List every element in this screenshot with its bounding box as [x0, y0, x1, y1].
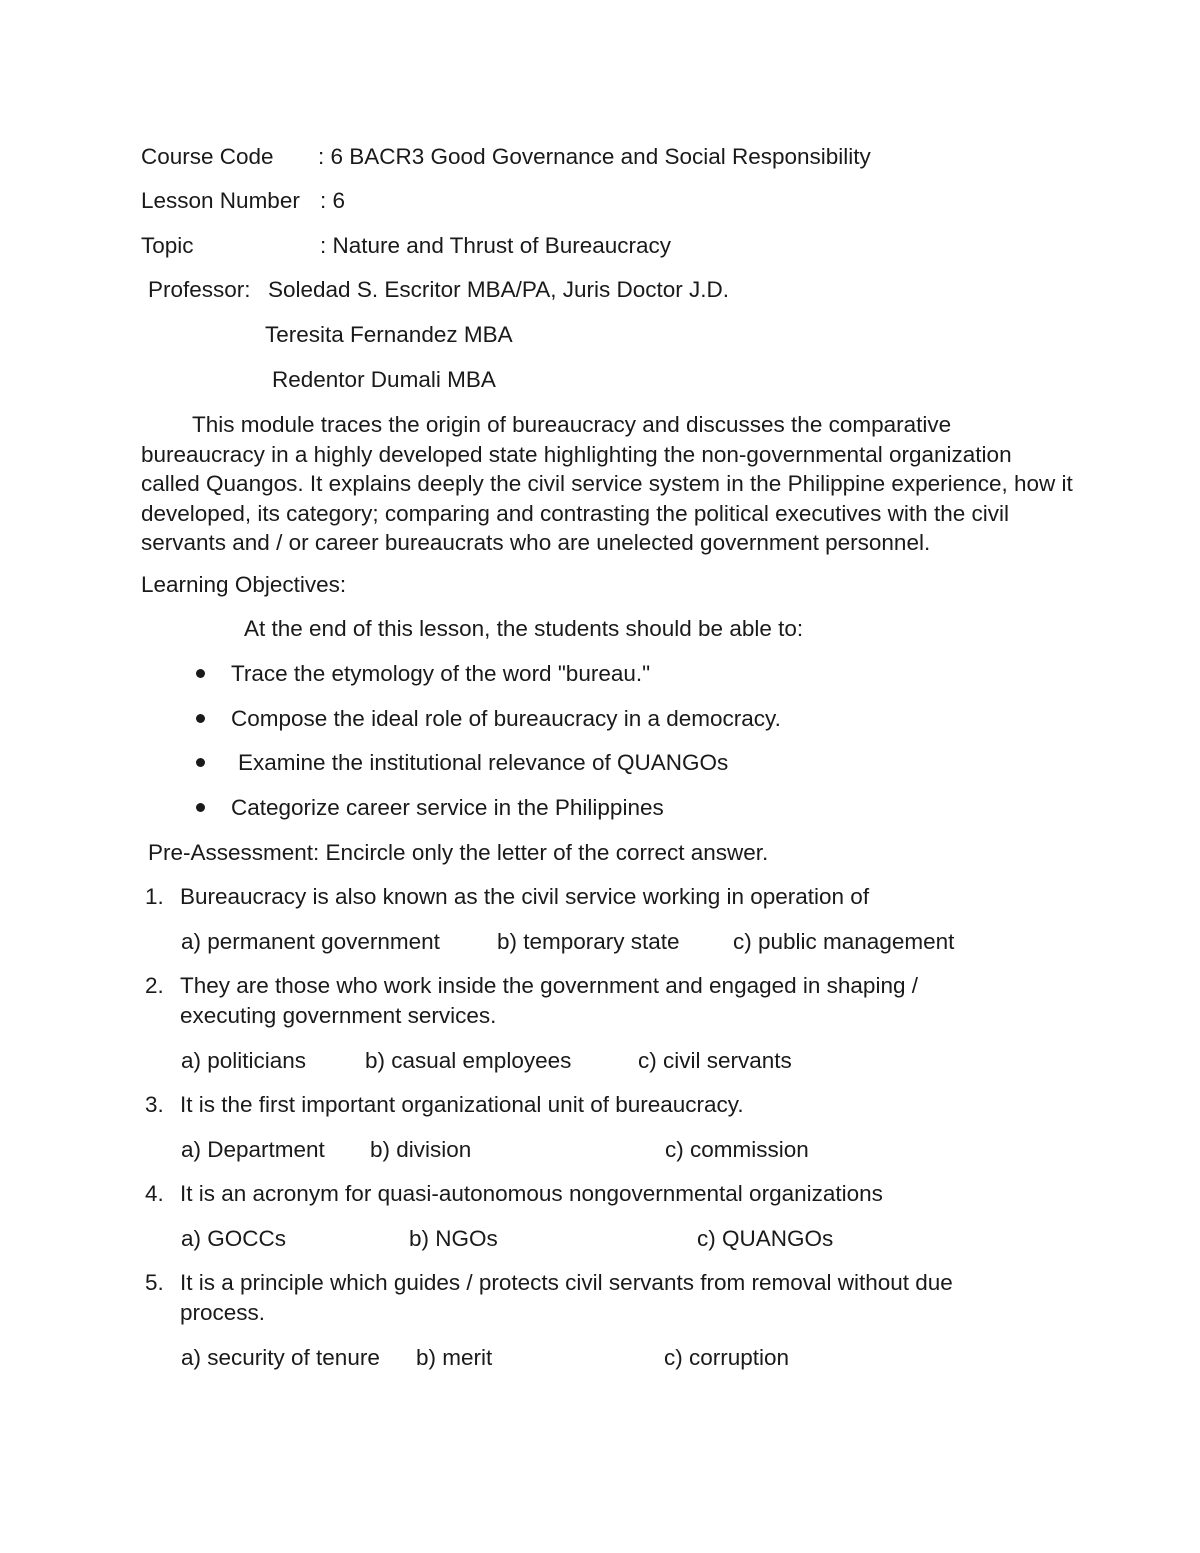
lesson-number-value: : 6: [320, 188, 346, 213]
pre-assessment-heading: Pre-Assessment: Encircle only the letter of the correct answer.: [148, 840, 769, 865]
question-text: They are those who work inside the government and engaged in shaping /: [180, 973, 918, 998]
answer-option[interactable]: b) NGOs: [409, 1226, 498, 1251]
bullet-icon: [196, 758, 205, 767]
professor-name: Teresita Fernandez MBA: [265, 322, 513, 347]
objective-text: Trace the etymology of the word "bureau.": [231, 661, 651, 686]
answer-option[interactable]: c) commission: [665, 1137, 809, 1162]
question-number: 3.: [145, 1092, 164, 1117]
question-text: It is a principle which guides / protects civil servants from removal without due: [180, 1270, 953, 1295]
objective-text: Examine the institutional relevance of QUANGOs: [238, 750, 729, 775]
question-text: It is an acronym for quasi-autonomous nongovernmental organizations: [180, 1181, 883, 1206]
answer-option[interactable]: a) Department: [181, 1137, 325, 1162]
answer-option[interactable]: c) civil servants: [638, 1048, 792, 1073]
professor-name: Redentor Dumali MBA: [272, 367, 496, 392]
professor-name: Soledad S. Escritor MBA/PA, Juris Doctor J.D.: [268, 277, 729, 302]
question-number: 1.: [145, 884, 164, 909]
question-text: process.: [180, 1300, 266, 1325]
intro-paragraph-text: This module traces the origin of bureaucracy and discusses the comparative bureaucracy in a highly developed state highlighting the non-governmental organization called Quangos. It explains deeply the civil service system in the Philippine experience, how it developed, its category; comparing and contrasting the political executives with the civil servants and / or career bureaucrats who are unelected government personnel.: [141, 412, 1073, 555]
question-text: executing government services.: [180, 1003, 497, 1028]
answer-option[interactable]: b) merit: [416, 1345, 493, 1370]
lesson-number-label: Lesson Number: [141, 188, 300, 213]
answer-option[interactable]: b) temporary state: [497, 929, 680, 954]
answer-option[interactable]: a) permanent government: [181, 929, 440, 954]
topic-value: : Nature and Thrust of Bureaucracy: [320, 233, 672, 258]
bullet-icon: [196, 803, 205, 812]
question-number: 4.: [145, 1181, 164, 1206]
answer-option[interactable]: a) security of tenure: [181, 1345, 380, 1370]
objectives-lead: At the end of this lesson, the students should be able to:: [244, 616, 804, 641]
question-number: 5.: [145, 1270, 164, 1295]
bullet-icon: [196, 669, 205, 678]
course-code-label: Course Code: [141, 144, 274, 169]
topic-label: Topic: [141, 233, 194, 258]
answer-option[interactable]: c) corruption: [664, 1345, 790, 1370]
intro-paragraph: [141, 410, 1076, 558]
objectives-heading: Learning Objectives:: [141, 572, 347, 597]
answer-option[interactable]: c) QUANGOs: [697, 1226, 834, 1251]
answer-option[interactable]: a) GOCCs: [181, 1226, 287, 1251]
question-number: 2.: [145, 973, 164, 998]
answer-option[interactable]: c) public management: [733, 929, 955, 954]
question-text: It is the first important organizational unit of bureaucracy.: [180, 1092, 744, 1117]
answer-option[interactable]: b) casual employees: [365, 1048, 572, 1073]
objective-text: Categorize career service in the Philippines: [231, 795, 664, 820]
answer-option[interactable]: a) politicians: [181, 1048, 307, 1073]
answer-option[interactable]: b) division: [370, 1137, 472, 1162]
course-code-value: : 6 BACR3 Good Governance and Social Responsibility: [318, 144, 871, 169]
question-text: Bureaucracy is also known as the civil service working in operation of: [180, 884, 870, 909]
professor-label: Professor:: [148, 277, 251, 302]
bullet-icon: [196, 714, 205, 723]
objective-text: Compose the ideal role of bureaucracy in a democracy.: [231, 706, 781, 731]
